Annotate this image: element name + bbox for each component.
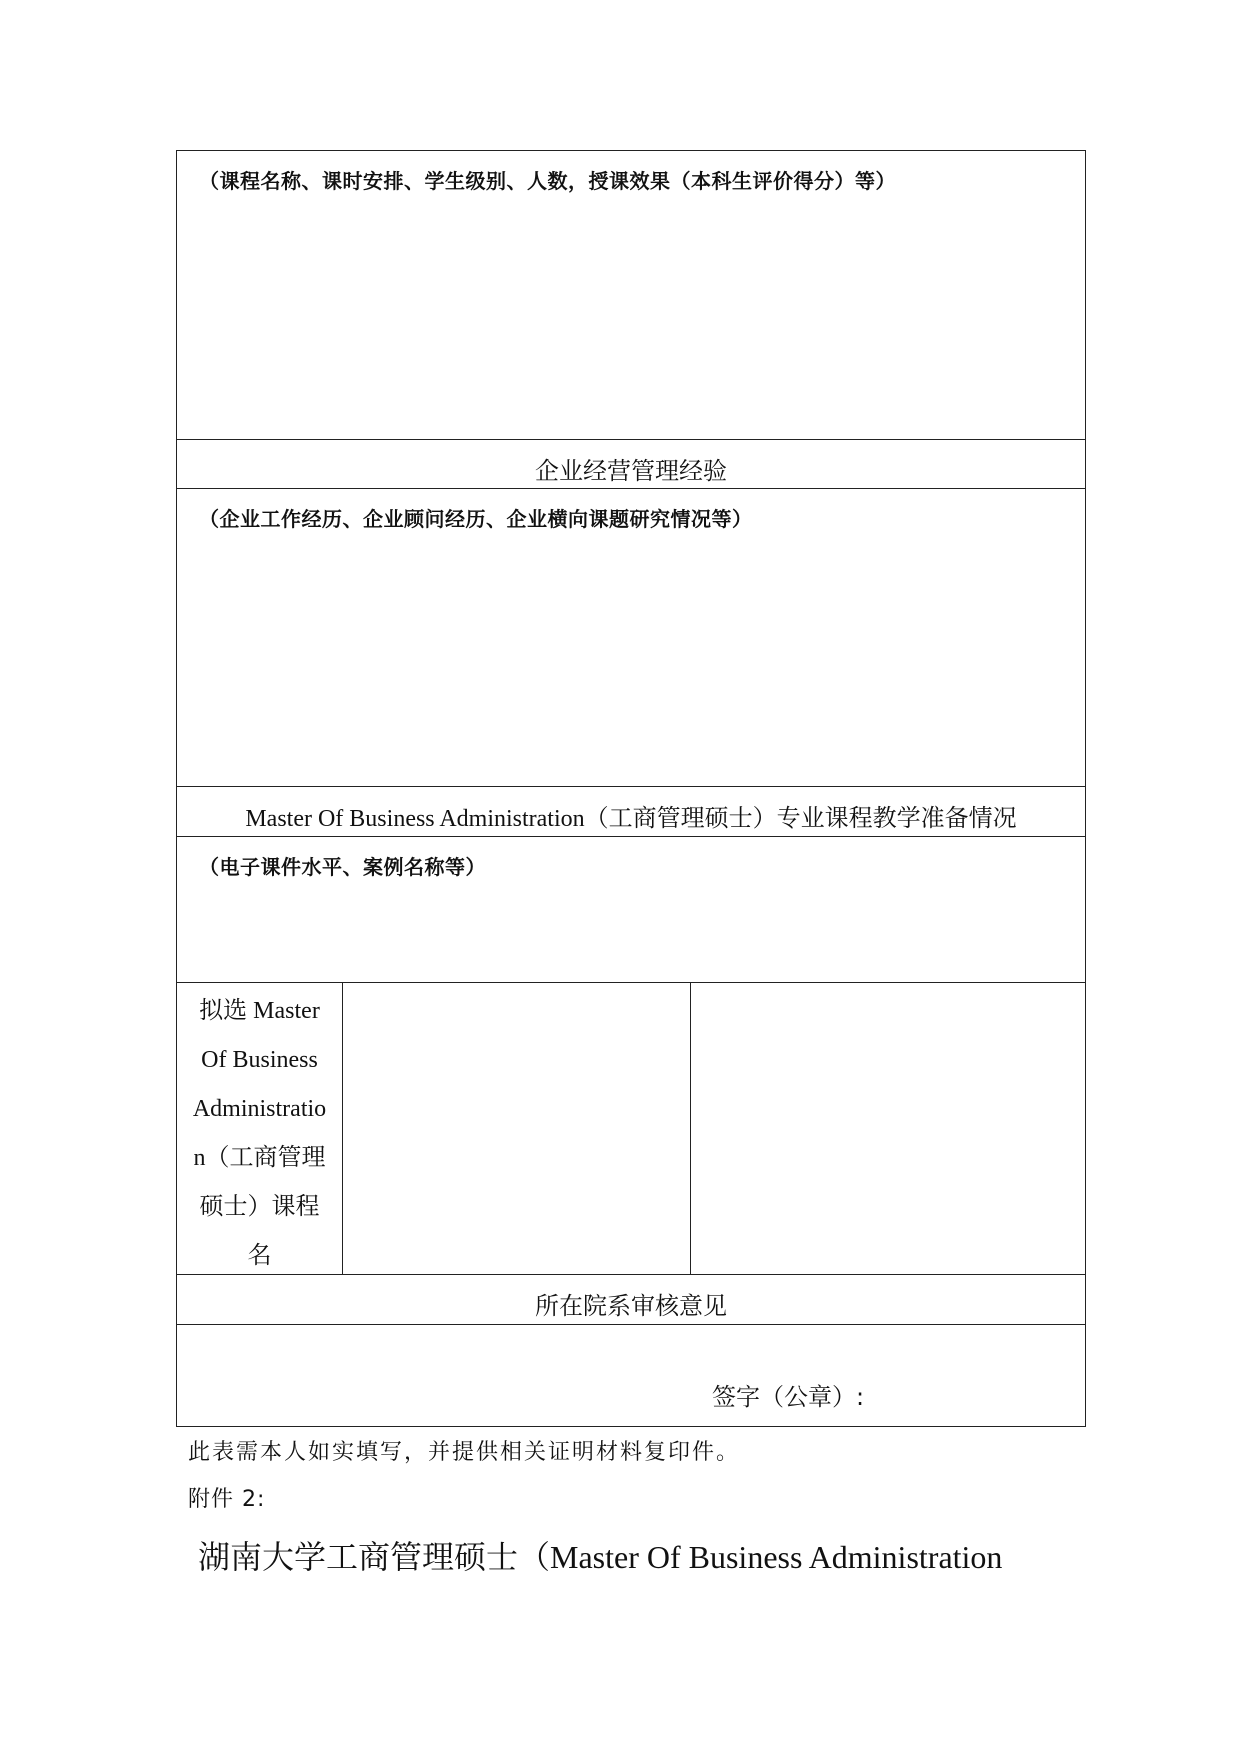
course-name-cell-1[interactable] — [343, 983, 690, 1274]
course-label-line: Administratio — [192, 1096, 327, 1122]
course-label-line: n（工商管理 — [193, 1145, 326, 1171]
courseware-hint: （电子课件水平、案例名称等） — [199, 855, 486, 879]
fill-instruction-note: 此表需本人如实填写，并提供相关证明材料复印件。 — [188, 1440, 741, 1465]
document-title: 湖南大学工商管理硕士（Master Of Business Administration — [198, 1539, 1003, 1575]
row-divider — [177, 439, 1085, 440]
teaching-experience-hint: （课程名称、课时安排、学生级别、人数，授课效果（本科生评价得分）等） — [199, 169, 896, 193]
attachment-label: 附件 2: — [188, 1487, 266, 1512]
course-name-cell-2[interactable] — [691, 983, 1085, 1274]
mba-preparation-heading: Master Of Business Administration（工商管理硕士）专业课程教学准备情况 — [245, 806, 1017, 832]
row-divider — [177, 786, 1085, 787]
enterprise-experience-hint: （企业工作经历、企业顾问经历、企业横向课题研究情况等） — [199, 507, 753, 531]
signature-label: 签字（公章）: — [712, 1383, 865, 1411]
courseware-cell[interactable] — [177, 837, 1085, 982]
enterprise-experience-heading: 企业经营管理经验 — [535, 457, 727, 485]
application-form-table — [176, 150, 1086, 1427]
course-label-line: 拟选 Master — [199, 998, 320, 1024]
course-label-line: Of Business — [201, 1047, 318, 1073]
row-divider — [177, 1274, 1085, 1275]
course-label-line: 名 — [247, 1243, 272, 1269]
course-label-line: 硕士）课程 — [199, 1194, 320, 1220]
enterprise-experience-cell[interactable] — [177, 489, 1085, 786]
department-review-heading: 所在院系审核意见 — [535, 1292, 727, 1320]
teaching-experience-cell[interactable] — [177, 151, 1085, 439]
course-name-label — [177, 987, 342, 1281]
department-review-cell[interactable] — [177, 1325, 1085, 1426]
